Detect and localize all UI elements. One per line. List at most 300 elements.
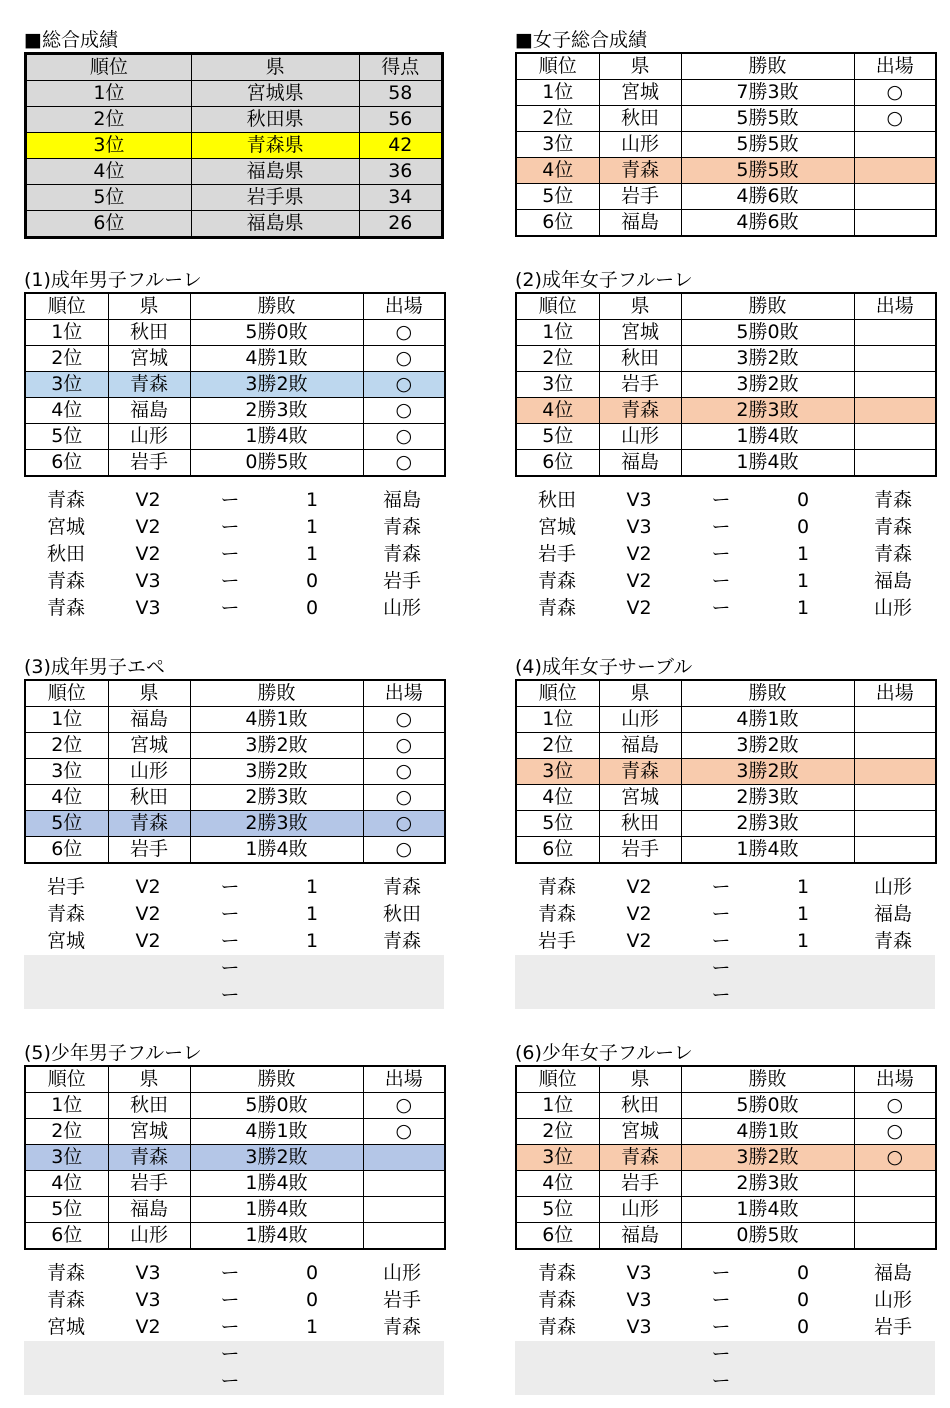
- entry-cell: [363, 1171, 445, 1197]
- entry-cell: [854, 132, 936, 158]
- rank-cell: 1位: [25, 1093, 108, 1119]
- rank-cell: 2位: [26, 107, 192, 133]
- header-entry: 出場: [854, 680, 936, 707]
- rank-cell: 1位: [25, 707, 108, 733]
- rank-cell: 5位: [516, 1197, 599, 1223]
- rank-cell: 6位: [516, 210, 599, 237]
- table-row: [25, 1197, 445, 1223]
- match-row: [24, 982, 444, 1009]
- table-row: [25, 759, 445, 785]
- table-row: [516, 1093, 936, 1119]
- match-dash: ー: [220, 903, 240, 925]
- entry-cell: [854, 450, 936, 477]
- match-row: [24, 1314, 444, 1341]
- table-row: [26, 107, 443, 133]
- table-row: [516, 184, 936, 210]
- rank-cell: 6位: [516, 837, 599, 864]
- match-dash: ー: [220, 1316, 240, 1338]
- header-rank: 順位: [516, 53, 599, 80]
- rank-cell: 4位: [25, 785, 108, 811]
- score-cell: 56: [359, 107, 442, 133]
- entry-cell: [854, 1171, 936, 1197]
- match-victory: V3: [626, 489, 652, 511]
- entry-cell: [854, 372, 936, 398]
- match-row: [515, 1260, 935, 1287]
- match-team-a: 青森: [46, 597, 85, 619]
- match-victory: V3: [626, 1262, 652, 1284]
- match-dash: ー: [711, 597, 731, 619]
- match-row: [515, 568, 935, 595]
- table-header-row: [516, 680, 936, 707]
- entry-cell: [854, 398, 936, 424]
- match-victory: V2: [135, 516, 161, 538]
- rank-cell: 5位: [25, 811, 108, 837]
- record-cell: 3勝2敗: [681, 346, 854, 372]
- table-row: [516, 424, 936, 450]
- record-cell: 3勝2敗: [190, 733, 363, 759]
- pref-cell: 秋田: [599, 346, 681, 372]
- table-row: [516, 106, 936, 132]
- score-cell: 36: [359, 159, 442, 185]
- match-row: [24, 955, 444, 982]
- rank-cell: 4位: [516, 785, 599, 811]
- rank-cell: 2位: [25, 346, 108, 372]
- event-results-table: [24, 679, 446, 864]
- match-row: [515, 928, 935, 955]
- record-cell: 3勝2敗: [681, 759, 854, 785]
- rank-cell: 5位: [26, 185, 192, 211]
- event-block: [515, 1041, 935, 1395]
- pref-cell: 宮城: [599, 1119, 681, 1145]
- match-team-b: 岩手: [382, 1289, 421, 1311]
- header-rank: 順位: [25, 1066, 108, 1093]
- match-dash: ー: [220, 984, 240, 1006]
- match-victory: V3: [135, 1262, 161, 1284]
- match-row: [515, 955, 935, 982]
- match-team-a: 秋田: [46, 543, 85, 565]
- match-dash: ー: [220, 516, 240, 538]
- match-dash: ー: [711, 1343, 731, 1365]
- match-dash: ー: [711, 1289, 731, 1311]
- rank-cell: 2位: [516, 1119, 599, 1145]
- match-dash: ー: [220, 543, 240, 565]
- record-cell: 1勝4敗: [190, 1197, 363, 1223]
- rank-cell: 3位: [516, 132, 599, 158]
- match-score: 1: [305, 516, 319, 538]
- entry-cell: ○: [363, 811, 445, 837]
- pref-cell: 岩手: [599, 837, 681, 864]
- match-team-b: 岩手: [873, 1316, 912, 1338]
- match-score: 1: [796, 543, 810, 565]
- overall-title: ■総合成績: [24, 29, 118, 51]
- table-row: [25, 320, 445, 346]
- match-row: [24, 514, 444, 541]
- pref-cell: 福島: [599, 450, 681, 477]
- rank-cell: 3位: [25, 372, 108, 398]
- match-dash: ー: [220, 876, 240, 898]
- match-team-b: 青森: [382, 543, 421, 565]
- record-cell: 2勝3敗: [681, 398, 854, 424]
- entry-cell: ○: [363, 424, 445, 450]
- pref-cell: 宮城: [108, 733, 190, 759]
- match-victory: V2: [626, 570, 652, 592]
- match-victory: V2: [135, 543, 161, 565]
- event-title: (4)成年女子サーブル: [515, 656, 693, 678]
- match-team-b: 福島: [873, 903, 912, 925]
- match-team-b: 山形: [382, 597, 421, 619]
- table-row: [25, 707, 445, 733]
- match-results: [515, 874, 935, 1009]
- table-row: [25, 1171, 445, 1197]
- entry-cell: [854, 733, 936, 759]
- rank-cell: 5位: [516, 424, 599, 450]
- record-cell: 1勝4敗: [681, 424, 854, 450]
- match-team-b: 青森: [873, 543, 912, 565]
- match-team-b: 青森: [382, 516, 421, 538]
- match-team-a: 青森: [537, 903, 576, 925]
- match-team-a: 秋田: [537, 489, 576, 511]
- rank-cell: 6位: [25, 1223, 108, 1250]
- table-row: [516, 1171, 936, 1197]
- record-cell: 5勝0敗: [681, 1093, 854, 1119]
- header-record: 勝敗: [190, 680, 363, 707]
- match-dash: ー: [220, 930, 240, 952]
- header-entry: 出場: [854, 1066, 936, 1093]
- header-rank: 順位: [25, 680, 108, 707]
- event-results-table: [515, 1065, 937, 1250]
- record-cell: 2勝3敗: [681, 811, 854, 837]
- rank-cell: 1位: [26, 81, 192, 107]
- match-dash: ー: [711, 1262, 731, 1284]
- match-team-b: 福島: [382, 489, 421, 511]
- match-row: [24, 1260, 444, 1287]
- pref-cell: 山形: [599, 424, 681, 450]
- pref-cell: 山形: [108, 424, 190, 450]
- entry-cell: ○: [363, 372, 445, 398]
- table-row: [25, 346, 445, 372]
- match-score: 0: [796, 489, 810, 511]
- record-cell: 1勝4敗: [190, 837, 363, 864]
- women-overall-table: [515, 52, 937, 237]
- match-score: 0: [305, 597, 319, 619]
- rank-cell: 4位: [25, 1171, 108, 1197]
- match-victory: V2: [135, 903, 161, 925]
- match-team-a: 青森: [46, 570, 85, 592]
- match-team-b: 秋田: [382, 903, 421, 925]
- pref-cell: 福島県: [191, 159, 359, 185]
- entry-cell: ○: [854, 1145, 936, 1171]
- rank-cell: 5位: [516, 811, 599, 837]
- record-cell: 3勝2敗: [190, 372, 363, 398]
- match-victory: V2: [626, 930, 652, 952]
- table-row: [25, 450, 445, 477]
- record-cell: 5勝0敗: [681, 320, 854, 346]
- table-row-highlighted: [25, 1145, 445, 1171]
- table-header-row: [516, 1066, 936, 1093]
- rank-cell: 4位: [26, 159, 192, 185]
- pref-cell: 岩手: [599, 372, 681, 398]
- entry-cell: ○: [363, 1093, 445, 1119]
- entry-cell: ○: [363, 398, 445, 424]
- record-cell: 0勝5敗: [190, 450, 363, 477]
- match-dash: ー: [220, 1370, 240, 1392]
- rank-cell: 5位: [25, 1197, 108, 1223]
- overall-table: [24, 52, 444, 239]
- table-row: [516, 733, 936, 759]
- record-cell: 3勝2敗: [681, 733, 854, 759]
- record-cell: 4勝1敗: [190, 1119, 363, 1145]
- event-block: [24, 268, 444, 622]
- match-team-b: 山形: [873, 1289, 912, 1311]
- event-title: (2)成年女子フルーレ: [515, 269, 693, 291]
- record-cell: 1勝4敗: [190, 424, 363, 450]
- rank-cell: 2位: [516, 106, 599, 132]
- pref-cell: 福島県: [191, 211, 359, 238]
- pref-cell: 秋田: [108, 785, 190, 811]
- header-pref: 県: [599, 53, 681, 80]
- rank-cell: 2位: [516, 346, 599, 372]
- match-victory: V3: [626, 1316, 652, 1338]
- match-score: 0: [305, 1262, 319, 1284]
- pref-cell: 宮城: [108, 346, 190, 372]
- pref-cell: 秋田: [108, 1093, 190, 1119]
- record-cell: 1勝4敗: [681, 450, 854, 477]
- pref-cell: 山形: [599, 1197, 681, 1223]
- match-score: 1: [305, 489, 319, 511]
- record-cell: 1勝4敗: [190, 1223, 363, 1250]
- record-cell: 0勝5敗: [681, 1223, 854, 1250]
- rank-cell: 6位: [516, 1223, 599, 1250]
- header-rank: 順位: [516, 293, 599, 320]
- header-record: 勝敗: [681, 1066, 854, 1093]
- score-cell: 58: [359, 81, 442, 107]
- table-row: [516, 1197, 936, 1223]
- header-pref: 県: [108, 1066, 190, 1093]
- rank-cell: 1位: [516, 1093, 599, 1119]
- match-row: [515, 982, 935, 1009]
- match-team-a: 青森: [46, 1262, 85, 1284]
- table-row-highlighted: [26, 133, 443, 159]
- match-dash: ー: [711, 984, 731, 1006]
- pref-cell: 秋田県: [191, 107, 359, 133]
- pref-cell: 青森: [599, 398, 681, 424]
- rank-cell: 2位: [25, 733, 108, 759]
- table-header-row: [25, 293, 445, 320]
- pref-cell: 福島: [108, 398, 190, 424]
- match-row: [515, 874, 935, 901]
- rank-cell: 4位: [516, 398, 599, 424]
- table-row: [516, 707, 936, 733]
- record-cell: 4勝1敗: [681, 707, 854, 733]
- entry-cell: [854, 811, 936, 837]
- record-cell: 3勝2敗: [190, 759, 363, 785]
- pref-cell: 岩手県: [191, 185, 359, 211]
- pref-cell: 福島: [599, 733, 681, 759]
- entry-cell: [854, 785, 936, 811]
- match-score: 1: [305, 543, 319, 565]
- entry-cell: [363, 1145, 445, 1171]
- match-dash: ー: [220, 1262, 240, 1284]
- pref-cell: 岩手: [108, 450, 190, 477]
- match-team-a: 岩手: [46, 876, 85, 898]
- match-team-b: 青森: [873, 489, 912, 511]
- match-victory: V2: [626, 543, 652, 565]
- header-entry: 出場: [363, 1066, 445, 1093]
- match-row: [24, 1287, 444, 1314]
- pref-cell: 山形: [108, 759, 190, 785]
- rank-cell: 3位: [26, 133, 192, 159]
- entry-cell: ○: [854, 106, 936, 132]
- match-team-a: 宮城: [537, 516, 576, 538]
- event-title: (5)少年男子フルーレ: [24, 1042, 202, 1064]
- rank-cell: 3位: [516, 1145, 599, 1171]
- entry-cell: ○: [363, 707, 445, 733]
- match-victory: V2: [626, 876, 652, 898]
- record-cell: 3勝2敗: [190, 1145, 363, 1171]
- match-row: [24, 874, 444, 901]
- match-team-b: 青森: [382, 930, 421, 952]
- pref-cell: 山形: [599, 132, 681, 158]
- pref-cell: 宮城: [599, 320, 681, 346]
- record-cell: 5勝5敗: [681, 158, 854, 184]
- record-cell: 1勝4敗: [681, 837, 854, 864]
- table-row-highlighted: [516, 759, 936, 785]
- entry-cell: [854, 707, 936, 733]
- match-team-a: 青森: [537, 1289, 576, 1311]
- match-dash: ー: [711, 876, 731, 898]
- pref-cell: 福島: [599, 210, 681, 237]
- match-row: [515, 514, 935, 541]
- match-victory: V3: [626, 1289, 652, 1311]
- entry-cell: ○: [363, 837, 445, 864]
- rank-cell: 4位: [516, 1171, 599, 1197]
- match-dash: ー: [220, 1289, 240, 1311]
- match-team-a: 青森: [46, 489, 85, 511]
- table-row: [516, 372, 936, 398]
- header-entry: 出場: [363, 680, 445, 707]
- rank-cell: 3位: [516, 759, 599, 785]
- entry-cell: [854, 320, 936, 346]
- rank-cell: 2位: [516, 733, 599, 759]
- match-team-a: 宮城: [46, 1316, 85, 1338]
- match-team-b: 山形: [873, 597, 912, 619]
- match-team-a: 岩手: [537, 543, 576, 565]
- table-row: [516, 80, 936, 106]
- table-row: [516, 320, 936, 346]
- match-team-b: 山形: [873, 876, 912, 898]
- match-team-b: 山形: [382, 1262, 421, 1284]
- match-victory: V2: [135, 1316, 161, 1338]
- match-score: 1: [305, 930, 319, 952]
- match-score: 1: [796, 876, 810, 898]
- match-team-b: 青森: [382, 1316, 421, 1338]
- match-dash: ー: [220, 489, 240, 511]
- table-row: [516, 1223, 936, 1250]
- header-entry: 出場: [363, 293, 445, 320]
- match-team-b: 青森: [873, 930, 912, 952]
- entry-cell: ○: [363, 785, 445, 811]
- match-team-a: 宮城: [46, 516, 85, 538]
- pref-cell: 秋田: [599, 106, 681, 132]
- match-row: [515, 1314, 935, 1341]
- match-dash: ー: [711, 930, 731, 952]
- record-cell: 1勝4敗: [681, 1197, 854, 1223]
- event-title: (6)少年女子フルーレ: [515, 1042, 693, 1064]
- entry-cell: [854, 424, 936, 450]
- record-cell: 5勝0敗: [190, 1093, 363, 1119]
- table-header-row: [516, 53, 936, 80]
- match-row: [515, 901, 935, 928]
- match-score: 1: [796, 930, 810, 952]
- table-row: [26, 211, 443, 238]
- match-score: 1: [305, 876, 319, 898]
- match-dash: ー: [711, 1316, 731, 1338]
- match-team-a: 青森: [537, 597, 576, 619]
- header-pref: 県: [191, 54, 359, 81]
- pref-cell: 青森: [108, 1145, 190, 1171]
- header-pref: 県: [599, 1066, 681, 1093]
- match-victory: V3: [135, 597, 161, 619]
- entry-cell: ○: [854, 1093, 936, 1119]
- pref-cell: 福島: [599, 1223, 681, 1250]
- table-row: [26, 185, 443, 211]
- table-row: [25, 424, 445, 450]
- header-rank: 順位: [516, 1066, 599, 1093]
- rank-cell: 1位: [25, 320, 108, 346]
- header-record: 勝敗: [190, 1066, 363, 1093]
- match-row: [24, 901, 444, 928]
- header-rank: 順位: [25, 293, 108, 320]
- header-entry: 出場: [854, 53, 936, 80]
- pref-cell: 福島: [108, 1197, 190, 1223]
- rank-cell: 6位: [26, 211, 192, 238]
- table-row: [25, 785, 445, 811]
- table-row-highlighted: [516, 398, 936, 424]
- match-score: 1: [796, 570, 810, 592]
- match-results: [515, 1260, 935, 1395]
- match-team-a: 青森: [537, 1262, 576, 1284]
- pref-cell: 青森: [108, 372, 190, 398]
- match-row: [24, 568, 444, 595]
- entry-cell: [854, 158, 936, 184]
- table-row: [25, 1223, 445, 1250]
- pref-cell: 秋田: [108, 320, 190, 346]
- rank-cell: 5位: [25, 424, 108, 450]
- match-results: [515, 487, 935, 622]
- event-results-table: [515, 679, 937, 864]
- entry-cell: [854, 346, 936, 372]
- entry-cell: [854, 1223, 936, 1250]
- pref-cell: 山形: [108, 1223, 190, 1250]
- record-cell: 5勝5敗: [681, 106, 854, 132]
- table-row: [26, 159, 443, 185]
- match-row: [515, 595, 935, 622]
- table-header-row: [26, 54, 443, 81]
- match-row: [515, 541, 935, 568]
- record-cell: 3勝2敗: [681, 372, 854, 398]
- rank-cell: 3位: [516, 372, 599, 398]
- match-score: 0: [796, 516, 810, 538]
- pref-cell: 青森: [599, 759, 681, 785]
- match-team-a: 岩手: [537, 930, 576, 952]
- record-cell: 4勝1敗: [681, 1119, 854, 1145]
- event-block: [24, 1041, 444, 1395]
- pref-cell: 宮城: [599, 80, 681, 106]
- score-cell: 26: [359, 211, 442, 238]
- record-cell: 4勝1敗: [190, 346, 363, 372]
- match-dash: ー: [711, 570, 731, 592]
- match-dash: ー: [711, 543, 731, 565]
